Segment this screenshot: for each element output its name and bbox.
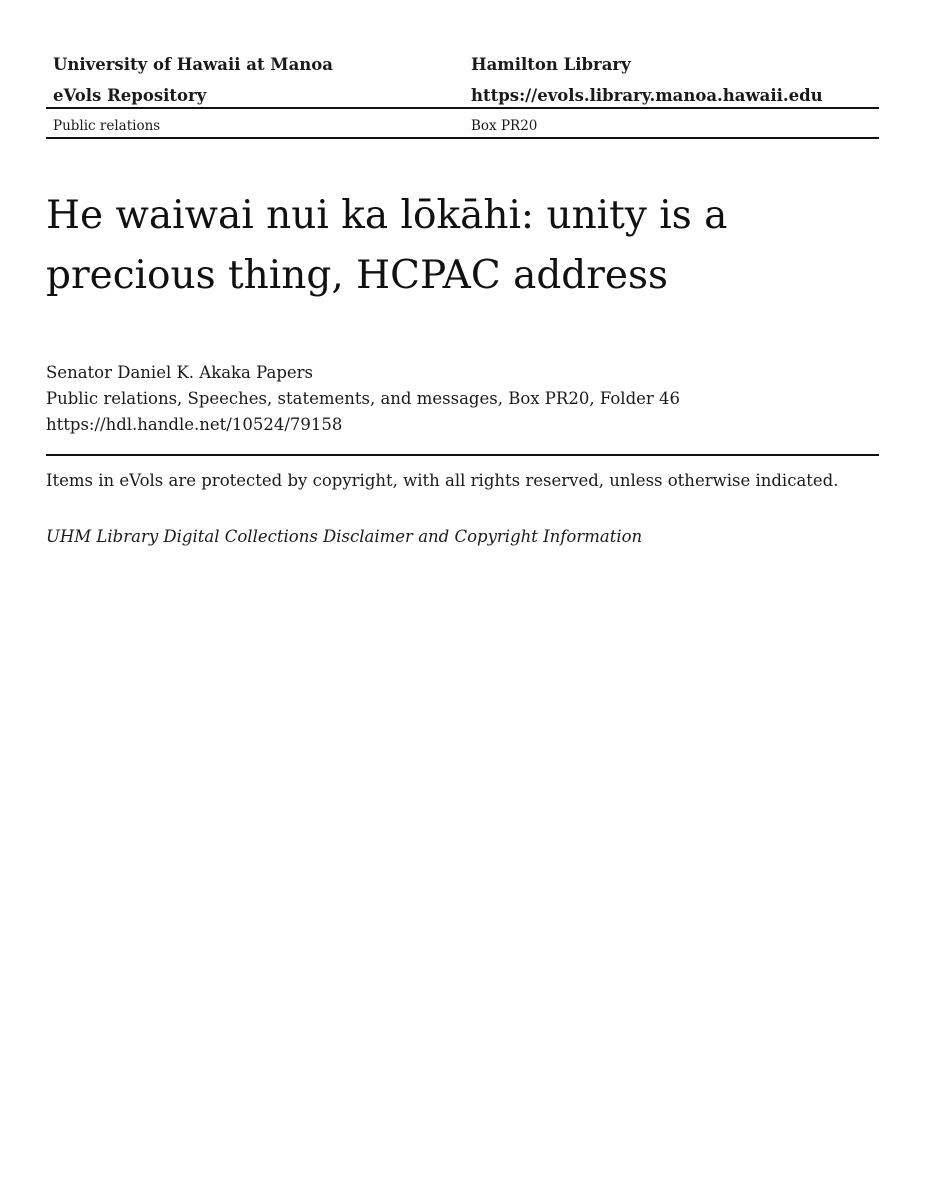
institution-name: University of Hawaii at Manoa bbox=[53, 55, 333, 74]
header-row-2 bbox=[46, 83, 879, 114]
collection-series: Public relations bbox=[53, 118, 161, 134]
header-divider bbox=[46, 107, 879, 109]
document-title: He waiwai nui ka lōkāhi: unity is a precious thing, HCPAC address bbox=[46, 193, 728, 298]
folder-location: Public relations, Speeches, statements, and messages, Box PR20, Folder 46 bbox=[46, 389, 681, 408]
library-name: Hamilton Library bbox=[471, 55, 631, 74]
header-row-1 bbox=[46, 52, 879, 83]
header-subrow bbox=[46, 115, 879, 137]
repository-url[interactable]: https://evols.library.manoa.hawaii.edu bbox=[471, 86, 823, 105]
copyright-notice: Items in eVols are protected by copyright, with all rights reserved, unless otherwise indicated. bbox=[46, 471, 839, 490]
disclaimer-link[interactable]: UHM Library Digital Collections Disclaimer and Copyright Information bbox=[46, 527, 643, 546]
collection-name: Senator Daniel K. Akaka Papers bbox=[46, 363, 314, 382]
box-label: Box PR20 bbox=[471, 118, 538, 134]
header-table bbox=[46, 52, 879, 114]
document-metadata bbox=[46, 360, 879, 438]
handle-link[interactable]: https://hdl.handle.net/10524/79158 bbox=[46, 415, 343, 434]
rights-divider bbox=[46, 454, 879, 456]
subrow-divider bbox=[46, 137, 879, 139]
repository-name: eVols Repository bbox=[53, 86, 207, 105]
